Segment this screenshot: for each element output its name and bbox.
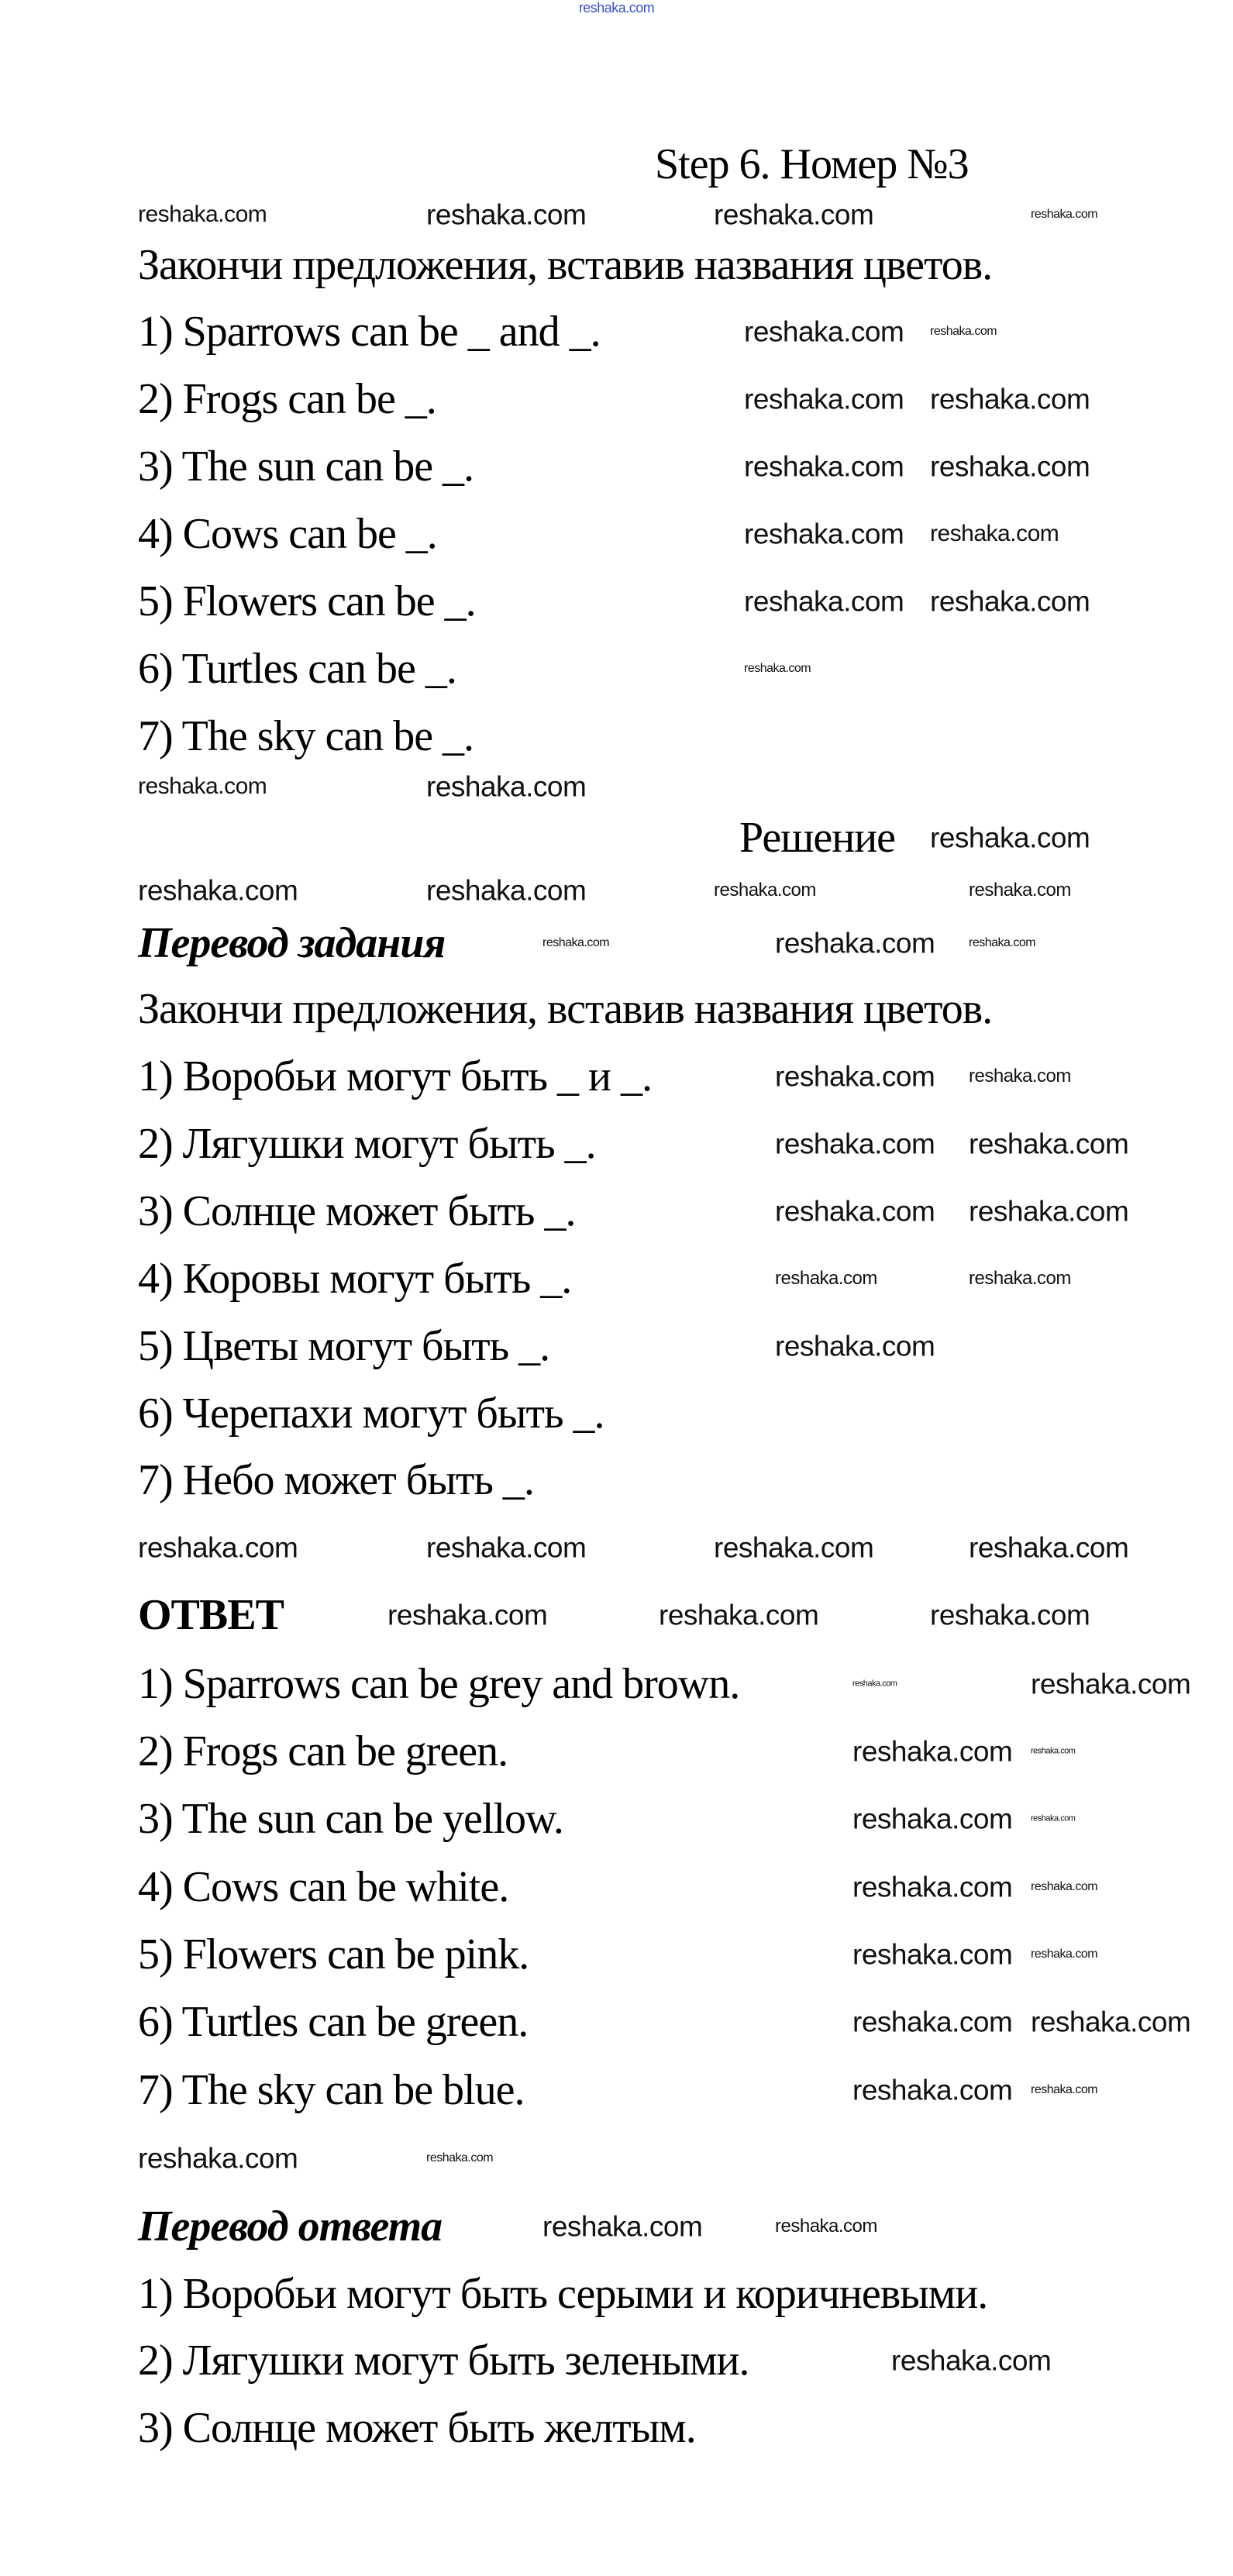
watermark: reshaka.com (775, 1330, 935, 1362)
task-item: 7) The sky can be _. (138, 712, 474, 760)
task-translation-item: 1) Воробьи могут быть _ и _. (138, 1052, 652, 1100)
watermark: reshaka.com (426, 874, 587, 907)
watermark: reshaka.com (852, 1938, 1013, 1971)
watermark: reshaka.com (1031, 2006, 1191, 2038)
answer-translation-item: 1) Воробьи могут быть серыми и коричневыми. (138, 2270, 988, 2318)
watermark: reshaka.com (744, 315, 904, 348)
watermark: reshaka.com (744, 662, 811, 675)
task-translation-instruction: Закончи предложения, вставив названия цветов. (138, 985, 993, 1033)
answer-item: 3) The sun can be yellow. (138, 1795, 563, 1843)
watermark: reshaka.com (714, 880, 816, 901)
watermark: reshaka.com (852, 2074, 1013, 2106)
watermark: reshaka.com (138, 201, 267, 227)
answer-heading: ОТВЕТ (138, 1591, 284, 1639)
watermark: reshaka.com (744, 450, 904, 483)
task-item: 1) Sparrows can be _ and _. (138, 308, 601, 356)
watermark: reshaka.com (138, 773, 267, 799)
watermark: reshaka.com (852, 1735, 1013, 1768)
task-translation-item: 4) Коровы могут быть _. (138, 1255, 572, 1303)
answer-translation-heading: Перевод ответа (138, 2202, 443, 2251)
watermark: reshaka.com (659, 1599, 819, 1631)
answer-item: 7) The sky can be blue. (138, 2066, 525, 2114)
watermark: reshaka.com (775, 927, 935, 959)
watermark: reshaka.com (930, 383, 1090, 415)
watermark: reshaka.com (1031, 1947, 1098, 1961)
answer-item: 6) Turtles can be green. (138, 1998, 529, 2046)
page-title: Step 6. Номер №3 (655, 140, 969, 188)
task-translation-heading: Перевод задания (138, 919, 446, 967)
answer-item: 5) Flowers can be pink. (138, 1930, 529, 1978)
watermark: reshaka.com (930, 521, 1059, 546)
watermark: reshaka.com (930, 325, 997, 338)
watermark: reshaka.com (775, 1195, 935, 1228)
watermark: reshaka.com (969, 1066, 1071, 1087)
watermark: reshaka.com (1031, 208, 1098, 221)
watermark: reshaka.com (542, 936, 610, 949)
watermark: reshaka.com (969, 1531, 1129, 1564)
answer-item: 1) Sparrows can be grey and brown. (138, 1660, 740, 1708)
watermark: reshaka.com (744, 383, 904, 415)
watermark: reshaka.com (426, 198, 587, 231)
watermark: reshaka.com (969, 1128, 1129, 1160)
task-translation-item: 3) Солнце может быть _. (138, 1187, 576, 1235)
watermark: reshaka.com (775, 2216, 877, 2237)
watermark: reshaka.com (852, 1871, 1013, 1903)
watermark: reshaka.com (1031, 1813, 1076, 1824)
watermark: reshaka.com (852, 1803, 1013, 1835)
task-translation-item: 2) Лягушки могут быть _. (138, 1120, 596, 1168)
watermark: reshaka.com (852, 1679, 897, 1689)
watermark: reshaka.com (969, 1268, 1071, 1289)
watermark: reshaka.com (969, 880, 1071, 901)
watermark: reshaka.com (969, 936, 1036, 949)
watermark: reshaka.com (542, 2210, 703, 2243)
watermark: reshaka.com (775, 1060, 935, 1093)
task-item: 4) Cows can be _. (138, 510, 437, 558)
task-translation-item: 7) Небо может быть _. (138, 1456, 534, 1504)
watermark: reshaka.com (930, 821, 1090, 854)
watermark: reshaka.com (138, 2142, 298, 2175)
watermark: reshaka.com (744, 585, 904, 618)
watermark: reshaka.com (426, 1531, 587, 1564)
watermark: reshaka.com (138, 874, 298, 907)
watermark: reshaka.com (1031, 1668, 1191, 1700)
watermark: reshaka.com (714, 198, 874, 231)
watermark: reshaka.com (930, 585, 1090, 618)
watermark: reshaka.com (744, 518, 904, 550)
watermark: reshaka.com (426, 770, 587, 803)
task-instruction: Закончи предложения, вставив названия цветов. (138, 241, 993, 289)
watermark: reshaka.com (426, 2151, 494, 2164)
solution-label: Решение (739, 814, 896, 862)
watermark: reshaka.com (1031, 1880, 1098, 1893)
task-item: 3) The sun can be _. (138, 443, 474, 491)
task-item: 2) Frogs can be _. (138, 375, 436, 423)
task-item: 5) Flowers can be _. (138, 577, 476, 625)
answer-translation-item: 2) Лягушки могут быть зелеными. (138, 2337, 749, 2385)
watermark: reshaka.com (387, 1599, 548, 1631)
watermark: reshaka.com (969, 1195, 1129, 1228)
task-translation-item: 6) Черепахи могут быть _. (138, 1390, 604, 1438)
watermark: reshaka.com (775, 1268, 877, 1289)
watermark: reshaka.com (891, 2344, 1052, 2377)
watermark: reshaka.com (852, 2006, 1013, 2038)
task-item: 6) Turtles can be _. (138, 645, 456, 693)
watermark: reshaka.com (930, 1599, 1090, 1631)
watermark: reshaka.com (775, 1128, 935, 1160)
watermark: reshaka.com (930, 450, 1090, 483)
answer-translation-item: 3) Солнце может быть желтым. (138, 2404, 696, 2452)
answer-item: 2) Frogs can be green. (138, 1727, 508, 1775)
watermark: reshaka.com (138, 1531, 298, 1564)
task-translation-item: 5) Цветы могут быть _. (138, 1322, 550, 1370)
watermark-top: reshaka.com (578, 0, 655, 15)
answer-item: 4) Cows can be white. (138, 1863, 509, 1911)
watermark: reshaka.com (1031, 1746, 1076, 1756)
watermark: reshaka.com (714, 1531, 874, 1564)
watermark: reshaka.com (1031, 2083, 1098, 2096)
